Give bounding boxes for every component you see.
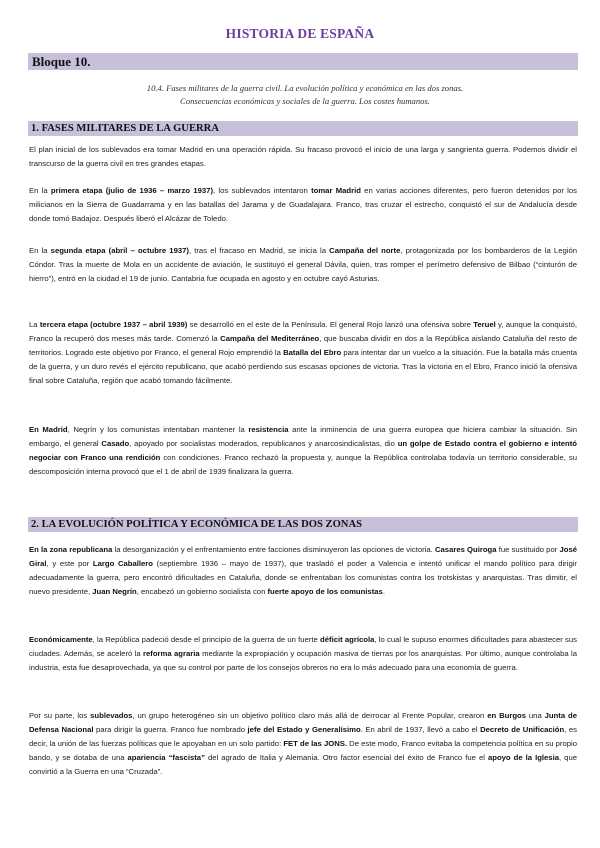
section-2-paragraph-2: Económicamente, la República padeció desde el principio de la guerra de un fuerte déficit agrícola, lo cual le supuso enormes dificultades para abastecer sus ciudades. Además, se aceleró la reforma agraria mediante la expropiación y ocupación masiva de tierras por los anarquistas. Por último, aunque controlaba la industria, esta fue desaprovechada, ya que su control por parte de los consejos obreros no era lo más adecuado para una economía de guerra. (29, 635, 578, 672)
section-2-header (28, 517, 578, 532)
block-header (28, 53, 578, 70)
section-1-header (28, 121, 578, 136)
subtitle-line-2: Consecuencias económicas y sociales de la guerra. Los costes humanos. (180, 95, 430, 106)
section-1-paragraph-1: El plan inicial de los sublevados era tomar Madrid en una operación rápida. Su fracaso provocó el inicio de una larga y sangrienta guerra. Podemos dividir el transcurso de la guerra civil en tres grandes etapas. (29, 145, 577, 168)
section-1-paragraph-2: En la primera etapa (julio de 1936 – marzo 1937), los sublevados intentaron tomar Madrid en varias acciones diferentes, pero fueron detenidos por los milicianos en la Sierra de Guadarrama y en las batallas del Jarama y de Guadalajara. Franco, tras cruzar el estrecho, conquistó el sur de Andalucía desde donde tomó Badajoz. Después liberó el Alcázar de Toledo. (29, 186, 577, 223)
section-2-paragraph-3: Por su parte, los sublevados, un grupo heterogéneo sin un objetivo político claro más allá de derrocar al Frente Popular, crearon en Burgos una Junta de Defensa Nacional para dirigir la guerra. Franco fue nombrado jefe del Estado y Generalísimo. En abril de 1937, llevó a cabo el Decreto de Unificación, es decir, la unión de las fuerzas políticas que le apoyaban en un solo partido: FET de las JONS. De este modo, Franco evitaba la competencia política en su propio bando, y se dotaba de una apariencia “fascista” del agrado de Italia y Alemania. Otro factor esencial del éxito de Franco fue el apoyo de la Iglesia, que convirtió a la Guerra en una “Cruzada”. (29, 711, 577, 776)
section-1-paragraph-3: En la segunda etapa (abril – octubre 1937), tras el fracaso en Madrid, se inicia la Campaña del norte, protagonizada por los bombarderos de la Legión Cóndor. Tras la muerte de Mola en un accidente de aviación, le sustituyó el general Dávila, quien, tras romper el perímetro defensivo de Bilbao (“cinturón de hierro”), entró en la ciudad el 19 de junio. Cantabria fue ocupada en agosto y en octubre cayó Asturias. (29, 246, 578, 283)
document-title: HISTORIA DE ESPAÑA (225, 26, 375, 41)
section-1-paragraph-4: La tercera etapa (octubre 1937 – abril 1939) se desarrolló en el este de la Península. El general Rojo lanzó una ofensiva sobre Teruel y, aunque la conquistó, Franco la recuperó dos meses más tarde. Comenzó la Campaña del Mediterráneo, que buscaba dividir en dos a la República aislando Cataluña del resto de territorios. Logrado este objetivo por Franco, el general Rojo emprendió la Batalla del Ebro para intentar dar un vuelco a la situación. Fue la batalla más cruenta de la guerra, y un duro revés el ejército republicano, que acabó perdiendo sus escasas opciones de victoria. Tras la victoria en el Ebro, Franco inició la ofensiva final sobre Cataluña, región que acabó tomando fácilmente. (29, 320, 577, 385)
section-2-paragraph-1: En la zona republicana la desorganización y el enfrentamiento entre facciones disminuyeron las opciones de victoria. Casares Quiroga fue sustituido por José Giral, y este por Largo Caballero (septiembre 1936 – mayo de 1937), que trasladó el poder a Valencia e intentó unificar el mando político para dirigir adecuadamente la guerra, pero encontró dificultades en Cataluña, donde se enfrentaban los comunistas contra los trotskistas y anarquistas. Tras dimitir, el nuevo presidente, Juan Negrín, encabezó un gobierno socialista con fuerte apoyo de los comunistas. (29, 545, 577, 596)
block-title: Bloque 10. (32, 54, 91, 69)
section-2-title: 2. LA EVOLUCIÓN POLÍTICA Y ECONÓMICA DE LAS DOS ZONAS (31, 519, 362, 530)
topic-subtitle (40, 82, 570, 107)
subtitle-line-1: 10.4. Fases militares de la guerra civil. La evolución política y económica en las dos zonas. (146, 83, 464, 93)
section-1-title: 1. FASES MILITARES DE LA GUERRA (31, 123, 219, 134)
section-1-paragraph-5: En Madrid, Negrín y los comunistas intentaban mantener la resistencia ante la inminencia de una guerra europea que hiciera cambiar la situación. Sin embargo, el general Casado, apoyado por socialistas moderados, republicanos y anarcosindicalistas, dio un golpe de Estado contra el gobierno e intentó negociar con Franco una rendición con condiciones. Franco rechazó la propuesta y, aunque la República controlaba todavía un territorio considerable, su descomposición interna provocó que el 1 de abril de 1939 finalizara la guerra. (29, 425, 577, 476)
